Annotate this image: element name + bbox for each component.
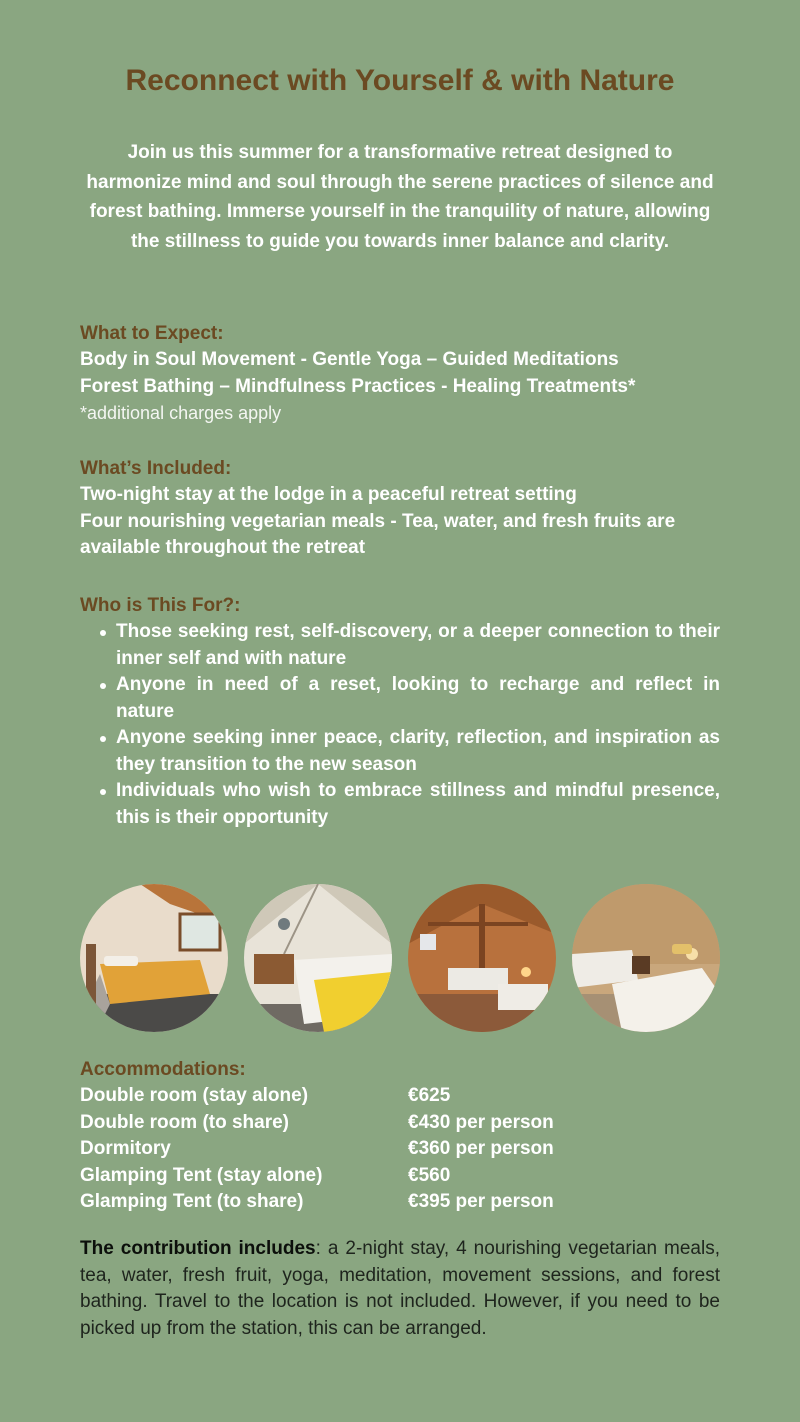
list-item: Those seeking rest, self-discovery, or a deeper connection to their inner self and with nature	[116, 619, 720, 672]
list-item: Anyone seeking inner peace, clarity, reflection, and inspiration as they transition to the new season	[116, 725, 720, 778]
accommodation-row	[80, 1136, 720, 1163]
included-line: Two-night stay at the lodge in a peaceful retreat setting	[80, 484, 577, 505]
list-item: Individuals who wish to embrace stillness and mindful presence, this is their opportunity	[116, 778, 720, 831]
dormitory-photo	[408, 884, 556, 1032]
accommodation-price: €395 per person	[408, 1191, 554, 1212]
page-title: Reconnect with Yourself & with Nature	[125, 64, 675, 97]
expect-line: Forest Bathing – Mindfulness Practices - Healing Treatments*	[80, 375, 636, 397]
glamping-tent-photo	[244, 884, 392, 1032]
intro-paragraph: Join us this summer for a transformative retreat designed to harmonize mind and soul through the serene practices of silence and forest bathing. Immerse yourself in the tranquility of nature, allowing the stillness to guide you towards inner balance and clarity.	[86, 142, 714, 252]
accommodation-photos	[80, 884, 720, 1034]
accommodation-price: €625	[408, 1085, 451, 1106]
accommodations-section	[80, 1056, 720, 1216]
expect-line: Body in Soul Movement - Gentle Yoga – Guided Meditations	[80, 349, 619, 370]
accommodation-row	[80, 1163, 720, 1190]
whats-included-heading: What’s Included:	[80, 458, 232, 479]
whats-included-section	[80, 455, 720, 562]
double-room-photo	[80, 884, 228, 1032]
what-to-expect-section	[80, 320, 720, 426]
accommodation-name: Double room (to share)	[80, 1111, 290, 1133]
included-line: Four nourishing vegetarian meals - Tea, water, and fresh fruits are available throughout the retreat	[80, 510, 676, 558]
accommodation-row	[80, 1083, 720, 1110]
contribution-lead: The contribution includes	[80, 1238, 316, 1259]
accommodation-row	[80, 1189, 720, 1216]
contribution-paragraph	[80, 1236, 720, 1342]
accommodation-price: €360 per person	[408, 1138, 554, 1159]
accommodation-price: €430 per person	[408, 1111, 554, 1133]
list-item: Anyone in need of a reset, looking to recharge and reflect in nature	[116, 672, 720, 725]
accommodation-name: Double room (stay alone)	[80, 1085, 309, 1106]
accommodation-name: Glamping Tent (to share)	[80, 1191, 304, 1212]
who-is-this-for-heading: Who is This For?:	[80, 595, 241, 616]
what-to-expect-heading: What to Expect:	[80, 323, 224, 344]
who-is-this-for-section	[80, 592, 720, 831]
contribution-text: : a 2-night stay, 4 nourishing vegetarian meals, tea, water, fresh fruit, yoga, meditation, movement sessions, and forest bathing. Travel to the location is not included. However, if you need to be picked up from the station, this can be arranged.	[80, 1238, 720, 1339]
accommodation-row	[80, 1110, 720, 1137]
accommodations-heading: Accommodations:	[80, 1059, 246, 1080]
accommodation-name: Glamping Tent (stay alone)	[80, 1164, 323, 1186]
accommodation-price: €560	[408, 1164, 451, 1186]
twin-room-photo	[572, 884, 720, 1032]
accommodation-name: Dormitory	[80, 1138, 171, 1159]
who-list	[80, 619, 720, 831]
additional-charges-note: *additional charges apply	[80, 403, 282, 423]
